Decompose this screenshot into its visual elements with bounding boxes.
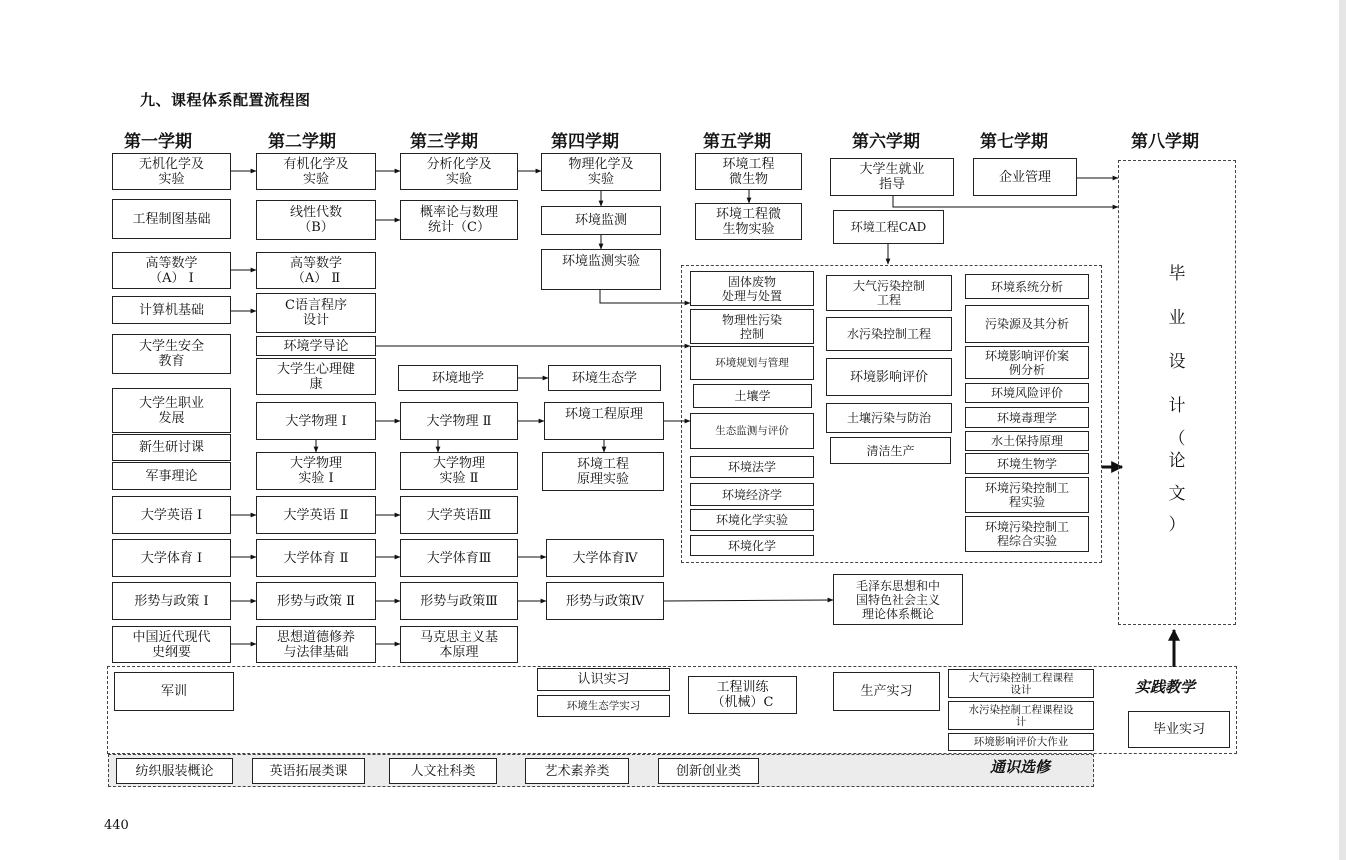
course-inorganic-chem: 无机化学及 实验 xyxy=(112,153,231,190)
grad-char: 文 xyxy=(1168,483,1186,504)
course-solid-waste: 固体废物 处理与处置 xyxy=(690,271,814,306)
course-linear-algebra: 线性代数 （B） xyxy=(256,200,376,240)
course-pe-1: 大学体育 Ⅰ xyxy=(112,539,231,577)
course-physics-1: 大学物理 Ⅰ xyxy=(256,402,376,440)
course-pe-2: 大学体育 Ⅱ xyxy=(256,539,376,577)
course-pollution-sources: 污染源及其分析 xyxy=(965,305,1089,343)
elective-humanities: 人文社科类 xyxy=(389,758,497,784)
course-mental-health: 大学生心理健 康 xyxy=(256,358,376,395)
course-env-chem-lab: 环境化学实验 xyxy=(690,509,814,531)
course-env-law: 环境法学 xyxy=(690,456,814,478)
course-soil-conservation: 水土保持原理 xyxy=(965,431,1089,451)
course-english-2: 大学英语 Ⅱ xyxy=(256,496,376,534)
course-c-programming: C语言程序 设计 xyxy=(256,293,376,333)
semester-header-6: 第六学期 xyxy=(852,132,920,152)
course-env-eng-principles-lab: 环境工程 原理实验 xyxy=(542,452,664,491)
course-policy-1: 形势与政策 Ⅰ xyxy=(112,582,231,620)
course-env-toxicology: 环境毒理学 xyxy=(965,407,1089,428)
course-env-eng-principles: 环境工程原理 xyxy=(544,402,664,440)
course-computer-basics: 计算机基础 xyxy=(112,296,231,324)
course-policy-3: 形势与政策Ⅲ xyxy=(400,582,518,620)
course-marxism: 马克思主义基 本原理 xyxy=(400,626,518,663)
course-english-1: 大学英语 Ⅰ xyxy=(112,496,231,534)
practice-cognitive-internship: 认识实习 xyxy=(537,668,670,691)
course-soil-pollution: 土壤污染与防治 xyxy=(826,403,952,433)
course-env-chemistry: 环境化学 xyxy=(690,535,814,556)
course-env-monitoring: 环境监测 xyxy=(541,206,661,235)
course-organic-chem: 有机化学及 实验 xyxy=(256,153,376,190)
practice-graduation-internship: 毕业实习 xyxy=(1128,711,1230,748)
grad-char: 设 xyxy=(1168,351,1186,372)
practice-air-pollution-design: 大气污染控制工程课程 设计 xyxy=(948,669,1094,698)
course-policy-2: 形势与政策 Ⅱ xyxy=(256,582,376,620)
course-cleaner-production: 清洁生产 xyxy=(830,437,951,464)
course-water-pollution: 水污染控制工程 xyxy=(826,317,952,351)
elective-english-extension: 英语拓展类课 xyxy=(252,758,365,784)
grad-char: （ xyxy=(1168,428,1186,449)
semester-header-1: 第一学期 xyxy=(124,132,192,152)
semester-header-3: 第三学期 xyxy=(410,132,478,152)
course-ethics-law: 思想道德修养 与法律基础 xyxy=(256,626,376,663)
practice-label: 实践教学 xyxy=(1135,678,1196,696)
course-policy-4: 形势与政策Ⅳ xyxy=(546,582,664,620)
course-employment-guidance: 大学生就业 指导 xyxy=(830,158,954,196)
course-safety-education: 大学生安全 教育 xyxy=(112,334,231,374)
practice-engineering-training: 工程训练 （机械）C xyxy=(688,676,797,714)
course-engineering-drawing: 工程制图基础 xyxy=(112,199,231,239)
course-physics-2: 大学物理 Ⅱ xyxy=(400,402,518,440)
course-enterprise-management: 企业管理 xyxy=(973,158,1077,196)
course-mao-thought: 毛泽东思想和中 国特色社会主义 理论体系概论 xyxy=(833,574,963,625)
course-env-microbiology-lab: 环境工程微 生物实验 xyxy=(695,203,802,240)
course-physical-pollution: 物理性污染 控制 xyxy=(690,309,814,344)
course-modern-history: 中国近代现代 史纲要 xyxy=(112,626,231,663)
course-physics-lab-1: 大学物理 实验 Ⅰ xyxy=(256,452,376,490)
practice-production-internship: 生产实习 xyxy=(833,672,940,711)
electives-label: 通识选修 xyxy=(990,758,1051,776)
course-analytical-chem: 分析化学及 实验 xyxy=(400,153,518,190)
course-env-ecology: 环境生态学 xyxy=(548,365,661,391)
course-env-risk: 环境风险评价 xyxy=(965,383,1089,403)
course-env-intro: 环境学导论 xyxy=(256,336,376,356)
grad-char: ） xyxy=(1168,514,1186,535)
course-advanced-math-1: 高等数学 （A） Ⅰ xyxy=(112,252,231,289)
elective-arts: 艺术素养类 xyxy=(525,758,629,784)
course-english-3: 大学英语Ⅲ xyxy=(400,496,518,534)
course-env-cad: 环境工程CAD xyxy=(833,210,944,244)
course-pe-4: 大学体育Ⅳ xyxy=(546,539,664,577)
course-career-development: 大学生职业 发展 xyxy=(112,388,231,433)
course-pollution-control-comprehensive-lab: 环境污染控制工 程综合实验 xyxy=(965,516,1089,552)
course-military-theory: 军事理论 xyxy=(112,462,231,490)
course-env-geoscience: 环境地学 xyxy=(398,365,518,391)
page-number: 440 xyxy=(104,818,129,833)
course-eco-monitoring: 生态监测与评价 xyxy=(690,413,814,449)
elective-textile-intro: 纺织服装概论 xyxy=(116,758,233,784)
practice-military-training: 军训 xyxy=(114,672,234,711)
course-soil-science: 土壤学 xyxy=(693,384,812,408)
course-eia: 环境影响评价 xyxy=(826,358,952,396)
practice-water-pollution-design: 水污染控制工程课程设 计 xyxy=(948,701,1094,730)
course-pollution-control-lab: 环境污染控制工 程实验 xyxy=(965,477,1089,513)
course-physical-chem: 物理化学及 实验 xyxy=(541,153,661,191)
course-env-economics: 环境经济学 xyxy=(690,483,814,506)
course-env-biology: 环境生物学 xyxy=(965,453,1089,474)
course-air-pollution: 大气污染控制 工程 xyxy=(826,275,952,311)
course-pe-3: 大学体育Ⅲ xyxy=(400,539,518,577)
course-graduation-thesis xyxy=(1118,160,1236,625)
semester-header-2: 第二学期 xyxy=(268,132,336,152)
course-freshman-seminar: 新生研讨课 xyxy=(112,434,231,461)
course-env-systems: 环境系统分析 xyxy=(965,274,1089,299)
course-probability-stats: 概率论与数理 统计（C） xyxy=(400,200,518,240)
course-env-microbiology: 环境工程 微生物 xyxy=(695,153,802,190)
semester-header-7: 第七学期 xyxy=(980,132,1048,152)
grad-char: 论 xyxy=(1168,450,1186,471)
page-title: 九、课程体系配置流程图 xyxy=(140,91,311,109)
semester-header-8: 第八学期 xyxy=(1131,132,1199,152)
course-env-planning: 环境规划与管理 xyxy=(690,346,814,380)
semester-header-4: 第四学期 xyxy=(551,132,619,152)
grad-char: 毕 xyxy=(1168,263,1186,284)
course-physics-lab-2: 大学物理 实验 Ⅱ xyxy=(400,452,518,490)
practice-eia-assignment: 环境影响评价大作业 xyxy=(948,733,1094,751)
course-advanced-math-2: 高等数学 （A） Ⅱ xyxy=(256,252,376,289)
grad-char: 计 xyxy=(1168,395,1186,416)
semester-header-5: 第五学期 xyxy=(703,132,771,152)
grad-char: 业 xyxy=(1168,307,1186,328)
course-eia-cases: 环境影响评价案 例分析 xyxy=(965,346,1089,379)
elective-innovation: 创新创业类 xyxy=(658,758,759,784)
practice-ecology-internship: 环境生态学实习 xyxy=(537,695,670,717)
course-env-monitoring-lab: 环境监测实验 xyxy=(541,249,661,290)
